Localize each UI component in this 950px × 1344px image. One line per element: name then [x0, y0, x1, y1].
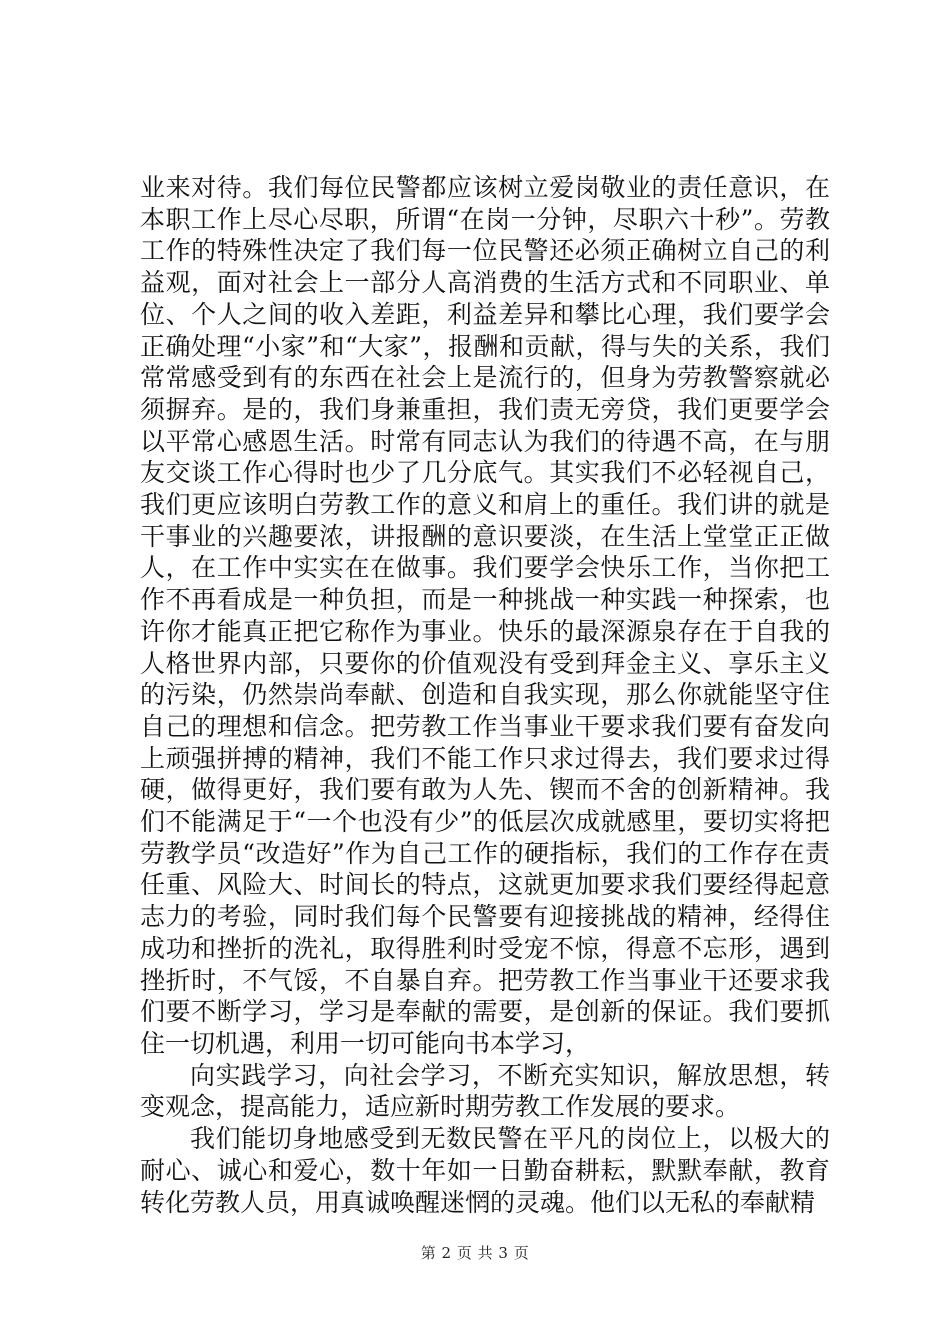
paragraph-learning: 向实践学习，向社会学习，不断充实知识，解放思想，转变观念，提高能力，适应新时期劳教工作发展的要求。 — [140, 1060, 830, 1122]
paragraph-dedication: 我们能切身地感受到无数民警在平凡的岗位上，以极大的耐心、诚心和爱心，数十年如一日勤奋耕耘，默默奉献，教育转化劳教人员，用真诚唤醒迷惘的灵魂。他们以无私的奉献精 — [140, 1124, 830, 1217]
paragraph-continuation: 业来对待。我们每位民警都应该树立爱岗敬业的责任意识，在本职工作上尽心尽职，所谓“在岗一分钟，尽职六十秒”。劳教工作的特殊性决定了我们每一位民警还必须正确树立自己的利益观，面对社会上一部分人高消费的生活方式和不同职业、单位、个人之间的收入差距，利益差异和攀比心理，我们要学会正确处理“小家”和“大家”，报酬和贡献，得与失的关系，我们常常感受到有的东西在社会上是流行的，但身为劳教警察就必须摒弃。是的，我们身兼重担，我们责无旁贷，我们更要学会以平常心感恩生活。时常有同志认为我们的待遇不高，在与朋友交谈工作心得时也少了几分底气。其实我们不必轻视自己，我们更应该明白劳教工作的意义和肩上的重任。我们讲的就是干事业的兴趣要浓，讲报酬的意识要淡，在生活上堂堂正正做人，在工作中实实在在做事。我们要学会快乐工作，当你把工作不再看成是一种负担，而是一种挑战一种实践一种探索，也许你才能真正把它称作为事业。快乐的最深源泉存在于自我的人格世界内部，只要你的价值观没有受到拜金主义、享乐主义的污染，仍然崇尚奉献、创造和自我实现，那么你就能坚守住自己的理想和信念。把劳教工作当事业干要求我们要有奋发向上顽强拼搏的精神，我们不能工作只求过得去，我们要求过得硬，做得更好，我们要有敢为人先、锲而不舍的创新精神。我们不能满足于“一个也没有少”的低层次成就感里，要切实将把劳教学员“改造好”作为自己工作的硬指标，我们的工作存在责任重、风险大、时间长的特点，这就更加要求我们要经得起意志力的考验，同时我们每个民警要有迎接挑战的精神，经得住成功和挫折的洗礼，取得胜利时受宠不惊，得意不忘形，遇到挫折时，不气馁，不自暴自弃。把劳教工作当事业干还要求我们要不断学习，学习是奉献的需要，是创新的保证。我们要抓住一切机遇，利用一切可能向书本学习， — [140, 173, 830, 1058]
document-body — [140, 172, 830, 1218]
page-footer: 第 2 页 共 3 页 — [420, 1244, 530, 1262]
